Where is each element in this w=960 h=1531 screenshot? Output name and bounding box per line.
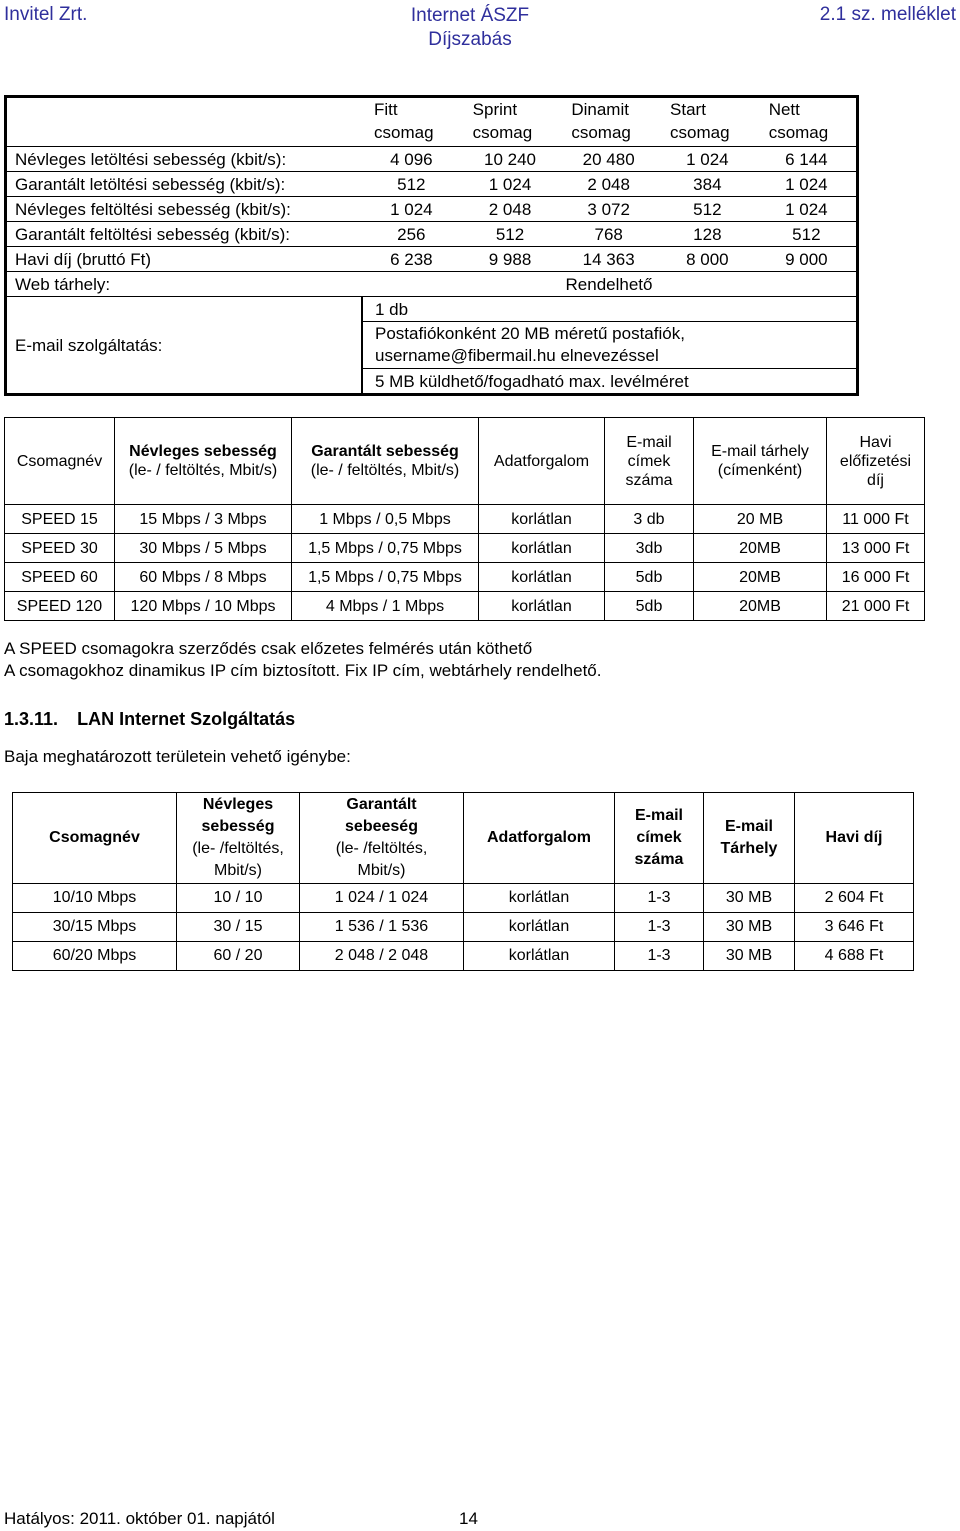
header-title-line1: Internet ÁSZF [410,5,530,26]
table-row: 30/15 Mbps 30 / 15 1 536 / 1 536 korlátlan 1-3 30 MB 3 646 Ft [13,913,914,942]
email-count: 1 db [362,297,858,322]
col-header: Start csomag [670,100,730,142]
web-hosting-row: Web tárhely: Rendelhető [6,272,858,297]
table-row: SPEED 30 30 Mbps / 5 Mbps 1,5 Mbps / 0,75 Mbps korlátlan 3db 20MB 13 000 Ft [5,534,925,563]
table-row: Havi díj (bruttó Ft) 6 238 9 988 14 363 8 000 9 000 [6,247,858,272]
col-header: Dinamit csomag [571,100,631,142]
header-appendix: 2.1 sz. melléklet [819,4,956,25]
header-company: Invitel Zrt. [4,4,88,25]
col-header: Sprint csomag [472,100,533,142]
note-line: A csomagokhoz dinamikus IP cím biztosított. Fix IP cím, webtárhely rendelhető. [4,661,602,680]
package-table [4,95,859,396]
web-hosting-value: Rendelhető [362,272,858,297]
section-subtitle: Baja meghatározott területein vehető igénybe: [4,747,351,766]
lan-table [12,792,914,971]
col-header: Fitt csomag [374,100,434,142]
table-row: SPEED 15 15 Mbps / 3 Mbps 1 Mbps / 0,5 Mbps korlátlan 3 db 20 MB 11 000 Ft [5,505,925,534]
email-size-limit: 5 MB küldhető/fogadható max. levélméret [362,369,858,395]
notes [4,638,601,682]
section-title: LAN Internet Szolgáltatás [77,709,296,729]
table-row: Garantált feltöltési sebesség (kbit/s): 256 512 768 128 512 [6,222,858,247]
footer-effective-date: Hatályos: 2011. október 01. napjától [4,1509,275,1528]
table-row: Névleges feltöltési sebesség (kbit/s): 1 024 2 048 3 072 512 1 024 [6,197,858,222]
section-number: 1.3.11. [4,709,59,729]
header-title-line2: Díjszabás [428,29,512,50]
note-line: A SPEED csomagokra szerződés csak előzetes felmérés után köthető [4,639,533,658]
page-number: 14 [459,1509,478,1528]
table-row: Névleges letöltési sebesség (kbit/s): 4 096 10 240 20 480 1 024 6 144 [6,147,858,172]
email-mailbox-desc: Postafiókonként 20 MB méretű postafiók, username@fibermail.hu elnevezéssel [362,322,858,369]
speed-header-row: Csomagnév Névleges sebesség (le- / feltöltés, Mbit/s) Garantált sebesség (le- / feltöltés, Mbit/s) Adatforgalom E-mail címek száma E-mail tárhely (címenként) Havi előfizetési díj [5,418,925,505]
email-row: E-mail szolgáltatás: 1 db [6,297,858,322]
header-title [0,4,940,52]
package-header-row [6,97,858,147]
col-header: Nett csomag [768,100,829,142]
lan-header-row: Csomagnév Névleges sebesség (le- /feltöltés, Mbit/s) Garantált sebeeség (le- /feltöltés, Mbit/s) Adatforgalom E-mail címek száma E-mail Tárhely Havi díj [13,793,914,884]
table-row: SPEED 120 120 Mbps / 10 Mbps 4 Mbps / 1 Mbps korlátlan 5db 20MB 21 000 Ft [5,592,925,621]
table-row: 10/10 Mbps 10 / 10 1 024 / 1 024 korlátlan 1-3 30 MB 2 604 Ft [13,884,914,913]
section-heading [4,709,295,730]
table-row: 60/20 Mbps 60 / 20 2 048 / 2 048 korlátlan 1-3 30 MB 4 688 Ft [13,942,914,971]
table-row: SPEED 60 60 Mbps / 8 Mbps 1,5 Mbps / 0,75 Mbps korlátlan 5db 20MB 16 000 Ft [5,563,925,592]
table-row: Garantált letöltési sebesség (kbit/s): 512 1 024 2 048 384 1 024 [6,172,858,197]
speed-table [4,417,925,621]
